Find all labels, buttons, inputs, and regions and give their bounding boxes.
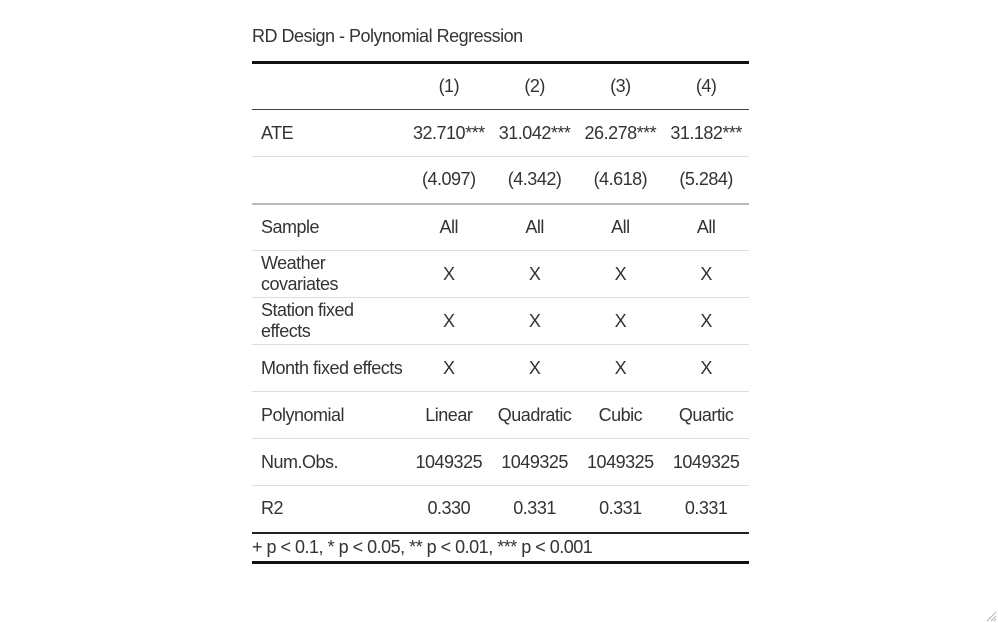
row-label: Weather covariates: [252, 251, 406, 298]
table-footnote-row: [252, 533, 749, 563]
cell: (4.618): [577, 157, 663, 204]
table-row-station-fixed-effects: [252, 298, 749, 345]
cell: X: [492, 251, 578, 298]
cell: X: [492, 298, 578, 345]
cell: 1049325: [577, 439, 663, 486]
cell: (4.097): [406, 157, 492, 204]
table-row-standard-errors: [252, 157, 749, 204]
cell: 1049325: [663, 439, 749, 486]
cell: X: [406, 298, 492, 345]
row-label: Sample: [252, 204, 406, 251]
row-label: ATE: [252, 110, 406, 157]
cell: X: [406, 345, 492, 392]
cell: 1049325: [492, 439, 578, 486]
cell: All: [577, 204, 663, 251]
table-row-weather-covariates: [252, 251, 749, 298]
cell: 0.331: [492, 486, 578, 533]
column-header-1: (1): [406, 63, 492, 110]
table-header-row: [252, 63, 749, 110]
cell: 31.042***: [492, 110, 578, 157]
cell: (5.284): [663, 157, 749, 204]
column-header-2: (2): [492, 63, 578, 110]
cell: Cubic: [577, 392, 663, 439]
table-row-num-obs: [252, 439, 749, 486]
cell: (4.342): [492, 157, 578, 204]
column-header-3: (3): [577, 63, 663, 110]
cell: Linear: [406, 392, 492, 439]
table-caption: RD Design - Polynomial Regression: [252, 26, 523, 46]
row-label: Station fixed effects: [252, 298, 406, 345]
table-row-r2: [252, 486, 749, 533]
table-row-month-fixed-effects: [252, 345, 749, 392]
cell: X: [663, 345, 749, 392]
row-label: Month fixed effects: [252, 345, 406, 392]
row-label: [252, 157, 406, 204]
cell: Quartic: [663, 392, 749, 439]
cell: 0.331: [577, 486, 663, 533]
cell: X: [406, 251, 492, 298]
significance-footnote: + p < 0.1, * p < 0.05, ** p < 0.01, *** p < 0.001: [252, 533, 749, 563]
cell: X: [663, 251, 749, 298]
row-label: R2: [252, 486, 406, 533]
cell: Quadratic: [492, 392, 578, 439]
cell: X: [663, 298, 749, 345]
resize-grip-icon[interactable]: [985, 610, 997, 622]
cell: 31.182***: [663, 110, 749, 157]
column-header-4: (4): [663, 63, 749, 110]
cell: All: [492, 204, 578, 251]
cell: X: [577, 345, 663, 392]
cell: 0.330: [406, 486, 492, 533]
cell: 32.710***: [406, 110, 492, 157]
cell: All: [406, 204, 492, 251]
table-row-ate: [252, 110, 749, 157]
cell: X: [577, 251, 663, 298]
cell: 1049325: [406, 439, 492, 486]
table-row-polynomial: [252, 392, 749, 439]
cell: X: [492, 345, 578, 392]
cell: 0.331: [663, 486, 749, 533]
cell: 26.278***: [577, 110, 663, 157]
table-row-sample: [252, 204, 749, 251]
cell: All: [663, 204, 749, 251]
regression-table: [252, 61, 749, 564]
row-label: Num.Obs.: [252, 439, 406, 486]
row-label: Polynomial: [252, 392, 406, 439]
cell: X: [577, 298, 663, 345]
header-stub: [252, 63, 406, 110]
